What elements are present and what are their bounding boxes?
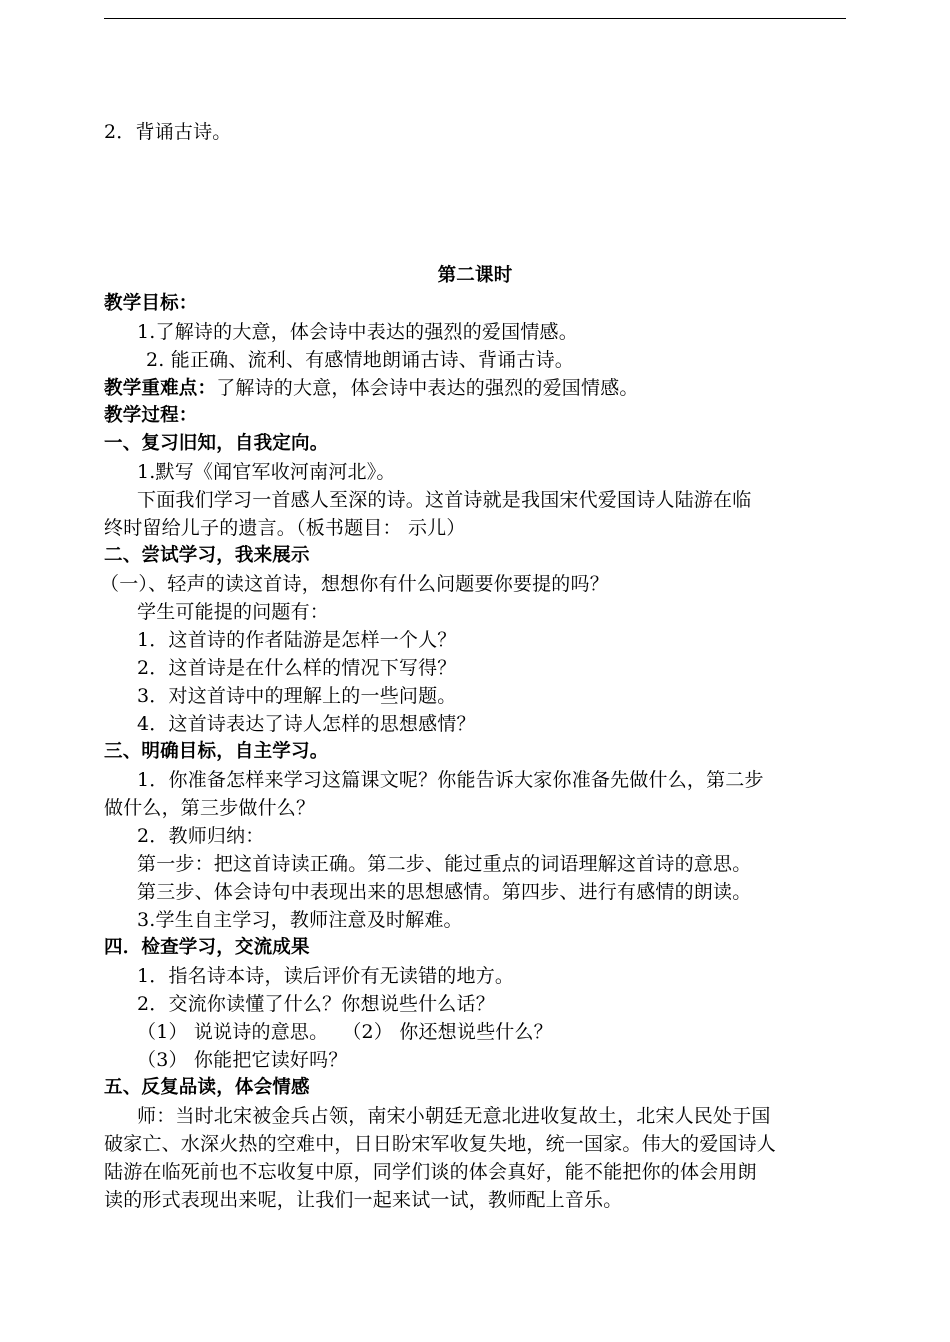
section-3-item-3: 3.学生自主学习，教师注意及时解难。 xyxy=(137,909,463,931)
section-4-subitem-2: （2） 你还想说些什么？ xyxy=(342,1021,553,1043)
section-2-heading: 二、尝试学习，我来展示 xyxy=(104,545,310,566)
section-1-paragraph-line-1: 下面我们学习一首感人至深的诗。这首诗就是我国宋代爱国诗人陆游在临 xyxy=(137,489,752,511)
section-1-paragraph-line-2: 终时留给儿子的遗言。（板书题目： 示儿） xyxy=(104,517,466,539)
section-4-subitems-row xyxy=(104,1018,887,1046)
section-3-item-1-line-2: 做什么，第三步做什么？ xyxy=(104,797,316,819)
section-5-paragraph-line-4: 读的形式表现出来呢，让我们一起来试一试，教师配上音乐。 xyxy=(104,1189,623,1211)
section-3-item-2: 2．教师归纳： xyxy=(137,825,265,847)
top-item: 2．背诵古诗。 xyxy=(104,121,232,143)
section-4-item-1: 1．指名诗本诗，读后评价有无读错的地方。 xyxy=(137,965,515,987)
section-3-steps-line-1: 第一步：把这首诗读正确。第二步、能过重点的词语理解这首诗的意思。 xyxy=(137,853,752,875)
section-1-item: 1.默写《闻官军收河南河北》。 xyxy=(137,461,396,483)
section-3-heading: 三、明确目标，自主学习。 xyxy=(104,741,329,762)
key-points-text: 了解诗的大意，体会诗中表达的强烈的爱国情感。 xyxy=(216,377,639,399)
section-2-question-4: 4．这首诗表达了诗人怎样的思想感情？ xyxy=(137,713,476,735)
section-4-subitem-1: （1） 说说诗的意思。 xyxy=(137,1021,329,1043)
section-2-question-3: 3．对这首诗中的理解上的一些问题。 xyxy=(137,685,457,707)
section-2-question-2: 2．这首诗是在什么样的情况下写得？ xyxy=(137,657,457,679)
section-2-subheading: （一）、轻声的读这首诗，想想你有什么问题要你要提的吗？ xyxy=(100,573,609,595)
objective-1: 1.了解诗的大意，体会诗中表达的强烈的爱国情感。 xyxy=(137,321,578,343)
section-2-intro: 学生可能提的问题有： xyxy=(137,601,330,623)
section-4-item-2: 2．交流你读懂了什么？你想说些什么话？ xyxy=(137,993,495,1015)
key-points-label: 教学重难点： xyxy=(104,378,217,399)
process-heading: 教学过程： xyxy=(104,405,198,426)
section-5-paragraph-line-1: 师：当时北宋被金兵占领，南宋小朝廷无意北进收复故土，北宋人民处于国 xyxy=(137,1105,771,1127)
section-1-heading: 一、复习旧知，自我定向。 xyxy=(104,433,329,454)
section-title: 第二课时 xyxy=(437,265,513,286)
key-points xyxy=(104,374,854,403)
section-5-paragraph-line-2: 破家亡、水深火热的空难中，日日盼宋军收复失地，统一国家。伟大的爱国诗人 xyxy=(104,1133,777,1155)
section-5-heading: 五、反复品读，体会情感 xyxy=(104,1077,310,1098)
objective-2: 2. 能正确、流利、有感情地朗诵古诗、背诵古诗。 xyxy=(146,349,574,371)
header-rule xyxy=(104,18,846,19)
section-5-paragraph-line-3: 陆游在临死前也不忘收复中原，同学们谈的体会真好，能不能把你的体会用朗 xyxy=(104,1161,757,1183)
section-2-question-1: 1．这首诗的作者陆游是怎样一个人？ xyxy=(137,629,457,651)
section-3-steps-line-2: 第三步、体会诗句中表现出来的思想感情。第四步、进行有感情的朗读。 xyxy=(137,881,752,903)
section-4-subitem-3: （3） 你能把它读好吗？ xyxy=(137,1049,348,1071)
section-4-heading: 四．检查学习，交流成果 xyxy=(104,937,310,958)
section-3-item-1-line-1: 1．你准备怎样来学习这篇课文呢？你能告诉大家你准备先做什么，第二步 xyxy=(137,769,764,791)
objectives-heading: 教学目标： xyxy=(104,293,198,314)
